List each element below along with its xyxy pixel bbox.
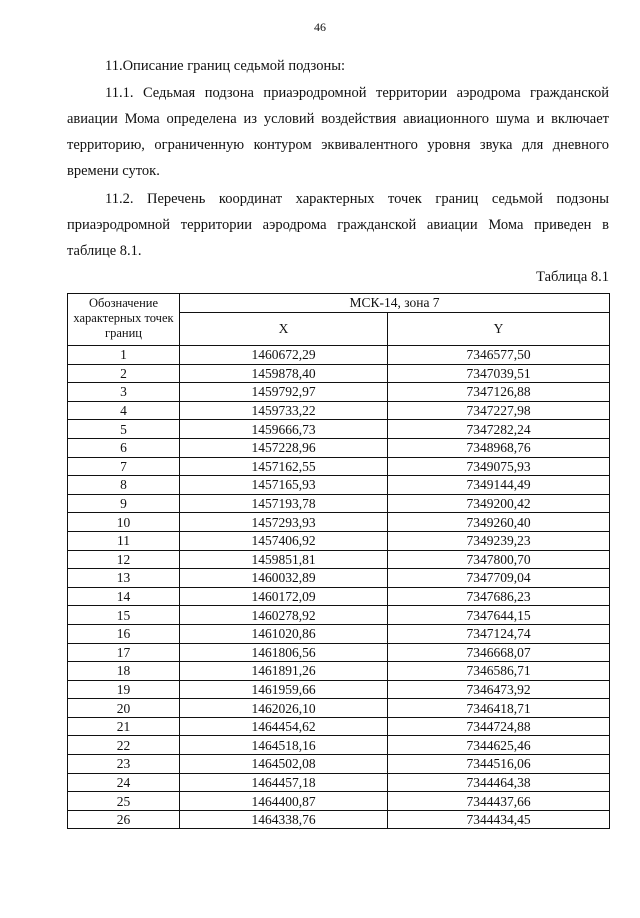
x-coordinate-cell: 1464454,62 xyxy=(180,717,388,736)
table-row xyxy=(68,531,610,550)
x-coordinate-cell: 1457228,96 xyxy=(180,438,388,457)
point-number-cell: 8 xyxy=(68,476,180,495)
table-row xyxy=(68,606,610,625)
x-coordinate-cell: 1459733,22 xyxy=(180,401,388,420)
x-coordinate-cell: 1459792,97 xyxy=(180,383,388,402)
x-coordinate-cell: 1461806,56 xyxy=(180,643,388,662)
point-number-cell: 19 xyxy=(68,680,180,699)
x-coordinate-cell: 1461020,86 xyxy=(180,624,388,643)
y-coordinate-cell: 7347800,70 xyxy=(388,550,610,569)
point-number-cell: 10 xyxy=(68,513,180,532)
point-number-cell: 26 xyxy=(68,810,180,829)
table-row xyxy=(68,420,610,439)
page-number: 46 xyxy=(314,20,326,34)
y-coordinate-cell: 7347124,74 xyxy=(388,624,610,643)
point-number-cell: 14 xyxy=(68,587,180,606)
point-number-cell: 21 xyxy=(68,717,180,736)
table-row xyxy=(68,587,610,606)
table-row xyxy=(68,699,610,718)
y-coordinate-cell: 7346668,07 xyxy=(388,643,610,662)
x-coordinate-cell: 1462026,10 xyxy=(180,699,388,718)
table-row xyxy=(68,346,610,365)
point-number-cell: 25 xyxy=(68,792,180,811)
table-row xyxy=(68,438,610,457)
table-row xyxy=(68,401,610,420)
table-row xyxy=(68,680,610,699)
y-coordinate-cell: 7347709,04 xyxy=(388,569,610,588)
point-number-cell: 9 xyxy=(68,494,180,513)
y-coordinate-cell: 7344434,45 xyxy=(388,810,610,829)
y-coordinate-cell: 7349200,42 xyxy=(388,494,610,513)
y-coordinate-cell: 7346418,71 xyxy=(388,699,610,718)
column-header-coordinate-system: МСК-14, зона 7 xyxy=(180,294,610,313)
y-coordinate-cell: 7344464,38 xyxy=(388,773,610,792)
y-coordinate-cell: 7347644,15 xyxy=(388,606,610,625)
point-number-cell: 5 xyxy=(68,420,180,439)
x-coordinate-cell: 1464518,16 xyxy=(180,736,388,755)
paragraph-subzone-definition: 11.1. Седьмая подзона приаэродромной территории аэродрома гражданской авиации Мома определена из условий воздействия авиационного шума и включает территорию, ограниченную контуром эквивалентного уровня звука для дневного времени суток. xyxy=(67,85,609,179)
point-number-cell: 20 xyxy=(68,699,180,718)
column-header-y: Y xyxy=(388,313,610,346)
y-coordinate-cell: 7347686,23 xyxy=(388,587,610,606)
point-number-cell: 11 xyxy=(68,531,180,550)
point-number-cell: 1 xyxy=(68,346,180,365)
table-row xyxy=(68,810,610,829)
coordinates-table xyxy=(67,293,610,829)
x-coordinate-cell: 1457193,78 xyxy=(180,494,388,513)
y-coordinate-cell: 7346473,92 xyxy=(388,680,610,699)
point-number-cell: 18 xyxy=(68,662,180,681)
point-number-cell: 6 xyxy=(68,438,180,457)
table-row xyxy=(68,494,610,513)
table-row xyxy=(68,364,610,383)
table-caption: Таблица 8.1 xyxy=(536,269,609,285)
table-row xyxy=(68,569,610,588)
y-coordinate-cell: 7346577,50 xyxy=(388,346,610,365)
x-coordinate-cell: 1457406,92 xyxy=(180,531,388,550)
x-coordinate-cell: 1461959,66 xyxy=(180,680,388,699)
x-coordinate-cell: 1464338,76 xyxy=(180,810,388,829)
y-coordinate-cell: 7348968,76 xyxy=(388,438,610,457)
y-coordinate-cell: 7349075,93 xyxy=(388,457,610,476)
x-coordinate-cell: 1457162,55 xyxy=(180,457,388,476)
y-coordinate-cell: 7349144,49 xyxy=(388,476,610,495)
table-row xyxy=(68,550,610,569)
table-header-row xyxy=(68,294,610,313)
x-coordinate-cell: 1464457,18 xyxy=(180,773,388,792)
x-coordinate-cell: 1461891,26 xyxy=(180,662,388,681)
y-coordinate-cell: 7347227,98 xyxy=(388,401,610,420)
table-row xyxy=(68,662,610,681)
column-header-point: Обозначение характерных точек границ xyxy=(68,294,180,346)
y-coordinate-cell: 7344516,06 xyxy=(388,755,610,774)
table-row xyxy=(68,717,610,736)
point-number-cell: 17 xyxy=(68,643,180,662)
point-number-cell: 16 xyxy=(68,624,180,643)
table-row xyxy=(68,755,610,774)
x-coordinate-cell: 1459666,73 xyxy=(180,420,388,439)
y-coordinate-cell: 7347126,88 xyxy=(388,383,610,402)
paragraph-coordinates-list: 11.2. Перечень координат характерных точек границ седьмой подзоны приаэродромной территории аэродрома гражданской авиации Мома приведен в таблице 8.1. xyxy=(67,191,609,259)
section-heading: 11.Описание границ седьмой подзоны: xyxy=(105,58,345,74)
y-coordinate-cell: 7349239,23 xyxy=(388,531,610,550)
y-coordinate-cell: 7347039,51 xyxy=(388,364,610,383)
y-coordinate-cell: 7349260,40 xyxy=(388,513,610,532)
point-number-cell: 7 xyxy=(68,457,180,476)
point-number-cell: 4 xyxy=(68,401,180,420)
point-number-cell: 24 xyxy=(68,773,180,792)
table-row xyxy=(68,643,610,662)
table-row xyxy=(68,383,610,402)
table-body xyxy=(68,346,610,829)
x-coordinate-cell: 1457165,93 xyxy=(180,476,388,495)
x-coordinate-cell: 1464502,08 xyxy=(180,755,388,774)
y-coordinate-cell: 7346586,71 xyxy=(388,662,610,681)
x-coordinate-cell: 1459851,81 xyxy=(180,550,388,569)
y-coordinate-cell: 7344625,46 xyxy=(388,736,610,755)
point-number-cell: 13 xyxy=(68,569,180,588)
table-row xyxy=(68,513,610,532)
x-coordinate-cell: 1460278,92 xyxy=(180,606,388,625)
table-row xyxy=(68,476,610,495)
point-number-cell: 23 xyxy=(68,755,180,774)
table-row xyxy=(68,736,610,755)
table-row xyxy=(68,792,610,811)
point-number-cell: 15 xyxy=(68,606,180,625)
point-number-cell: 12 xyxy=(68,550,180,569)
x-coordinate-cell: 1460032,89 xyxy=(180,569,388,588)
table-row xyxy=(68,773,610,792)
table-row xyxy=(68,624,610,643)
point-number-cell: 3 xyxy=(68,383,180,402)
x-coordinate-cell: 1464400,87 xyxy=(180,792,388,811)
x-coordinate-cell: 1460172,09 xyxy=(180,587,388,606)
y-coordinate-cell: 7347282,24 xyxy=(388,420,610,439)
x-coordinate-cell: 1457293,93 xyxy=(180,513,388,532)
column-header-x: X xyxy=(180,313,388,346)
point-number-cell: 22 xyxy=(68,736,180,755)
x-coordinate-cell: 1459878,40 xyxy=(180,364,388,383)
y-coordinate-cell: 7344437,66 xyxy=(388,792,610,811)
point-number-cell: 2 xyxy=(68,364,180,383)
y-coordinate-cell: 7344724,88 xyxy=(388,717,610,736)
table-row xyxy=(68,457,610,476)
x-coordinate-cell: 1460672,29 xyxy=(180,346,388,365)
